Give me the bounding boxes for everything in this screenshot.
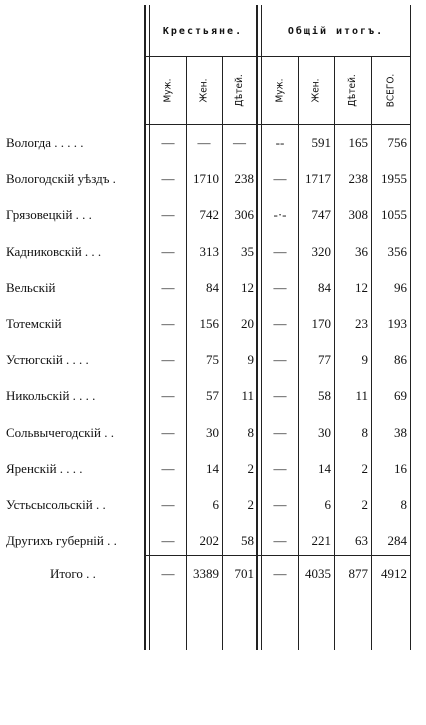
cell-dash: — [233, 135, 246, 150]
table-cell: 221 [311, 533, 331, 549]
table-cell: 69 [394, 388, 407, 404]
group-header-peasants: Крестьяне. [162, 26, 244, 37]
table-cell: 1955 [381, 171, 407, 187]
rule-left-outer [144, 5, 146, 650]
table-cell: 23 [355, 316, 368, 331]
table-cell: 75 [206, 352, 219, 368]
row-label: Яренскій . . . . [6, 460, 83, 476]
row-label: Другихъ губерній . . [6, 533, 117, 549]
cell-dash: — [161, 171, 175, 187]
table-cell: 11 [241, 388, 254, 404]
table-cell: 2 [247, 497, 254, 512]
table-cell: 30 [318, 424, 331, 440]
table-cell: 320 [311, 243, 331, 259]
table-cell: 84 [206, 279, 219, 295]
cell-dash: — [273, 316, 287, 331]
table-cell: 38 [394, 424, 407, 440]
row-label: Вельскій [6, 279, 56, 295]
table-cell: 8 [247, 424, 254, 440]
row-label: Никольскій . . . . [6, 388, 96, 404]
table-cell: 591 [311, 135, 331, 150]
column-header [262, 55, 298, 125]
table-cell: 36 [355, 243, 368, 259]
column-header [150, 55, 186, 125]
table-cell: 238 [234, 171, 254, 187]
table-cell: 2 [361, 460, 368, 476]
table-cell: 156 [199, 316, 219, 331]
table-cell: 8 [400, 497, 407, 512]
row-label: Устьсысольскій . . [6, 497, 106, 512]
column-header-label: ВСЕГО. [384, 73, 396, 107]
cell-dash: — [161, 497, 175, 512]
total-cell: 4035 [305, 566, 331, 581]
cell-dash: — [161, 460, 175, 476]
table-cell: 202 [199, 533, 219, 549]
cell-dash: — [273, 279, 287, 295]
table-cell: 193 [387, 316, 407, 331]
table-cell: 356 [387, 243, 407, 259]
column-header [298, 55, 334, 125]
cell-dash: -- [275, 135, 285, 150]
table-cell: 84 [318, 279, 331, 295]
column-header-label: Муж. [274, 77, 286, 103]
table-cell: 20 [241, 316, 254, 331]
table-cell: 96 [394, 279, 407, 295]
table-cell: 306 [234, 207, 254, 223]
table-cell: 12 [355, 279, 368, 295]
row-label: Устюгскій . . . . [6, 352, 89, 368]
table-cell: 63 [355, 533, 368, 549]
row-label: Сольвычегодскій . . [6, 424, 114, 440]
table-cell: 9 [247, 352, 254, 368]
cell-dash: — [197, 135, 211, 150]
cell-dash: — [161, 316, 175, 331]
column-header [334, 55, 371, 125]
row-label: Грязовецкій . . . [6, 207, 92, 223]
table-cell: 57 [206, 388, 219, 404]
column-header [186, 55, 222, 125]
column-header-label: Дѣтей. [347, 73, 358, 107]
cell-dash: — [161, 424, 175, 440]
row-label: Вологодскій уѣздъ . [6, 171, 116, 187]
table-cell: 2 [361, 497, 368, 512]
table-cell: 747 [311, 207, 331, 223]
column-header-label: Жен. [310, 78, 322, 102]
table-cell: 313 [199, 243, 219, 259]
group-header-total: Общій итогъ. [287, 26, 385, 37]
table-cell: 238 [348, 171, 368, 187]
total-cell: 3389 [193, 566, 219, 581]
table-cell: 170 [311, 316, 331, 331]
cell-dash: — [273, 243, 287, 259]
table-cell: 1710 [193, 171, 219, 187]
cell-dash: — [161, 279, 175, 295]
total-label: Итого . . [50, 566, 96, 581]
row-label: Тотемскій [6, 316, 62, 331]
cell-dash: — [161, 388, 175, 404]
cell-dash: — [273, 497, 287, 512]
table-cell: 58 [241, 533, 254, 549]
cell-dash: — [273, 171, 287, 187]
column-header [222, 55, 257, 125]
table-cell: 77 [318, 352, 331, 368]
cell-dash: — [273, 424, 287, 440]
table-cell: 14 [206, 460, 219, 476]
cell-dash: — [161, 533, 175, 549]
cell-dash: — [273, 352, 287, 368]
table-cell: 756 [387, 135, 407, 150]
total-cell: 4912 [381, 566, 407, 581]
total-cell-dash: — [273, 566, 287, 581]
cell-dash: — [273, 533, 287, 549]
table-cell: 6 [324, 497, 331, 512]
total-cell-dash: — [161, 566, 175, 581]
table-cell: 58 [318, 388, 331, 404]
cell-dash: — [161, 352, 175, 368]
row-label: Вологда . . . . . [6, 135, 84, 150]
table-cell: 1055 [381, 207, 407, 223]
cell-dash: — [161, 135, 175, 150]
cell-dash: — [273, 388, 287, 404]
cell-dash: — [161, 243, 175, 259]
table-cell: 30 [206, 424, 219, 440]
column-header-label: Жен. [198, 78, 210, 102]
table-cell: 165 [348, 135, 368, 150]
table-cell: 284 [387, 533, 407, 549]
table-cell: 12 [241, 279, 254, 295]
table-cell: 742 [199, 207, 219, 223]
table-cell: 35 [241, 243, 254, 259]
table-cell: 8 [361, 424, 368, 440]
table-cell: 9 [361, 352, 368, 368]
table-cell: 1717 [305, 171, 331, 187]
row-label: Кадниковскій . . . [6, 243, 102, 259]
total-cell: 877 [348, 566, 368, 581]
table-cell: 86 [394, 352, 407, 368]
cell-dash: -·- [273, 207, 287, 223]
table-cell: 11 [355, 388, 368, 404]
table-cell: 16 [394, 460, 407, 476]
rule-right-outer [410, 5, 411, 650]
column-header-label: Дѣтей. [234, 73, 245, 107]
table-cell: 6 [212, 497, 219, 512]
column-header [371, 55, 410, 125]
table-cell: 308 [348, 207, 368, 223]
table-cell: 14 [318, 460, 331, 476]
table-cell: 2 [247, 460, 254, 476]
total-cell: 701 [234, 566, 254, 581]
column-header-label: Муж. [162, 77, 174, 103]
cell-dash: — [161, 207, 175, 223]
cell-dash: — [273, 460, 287, 476]
